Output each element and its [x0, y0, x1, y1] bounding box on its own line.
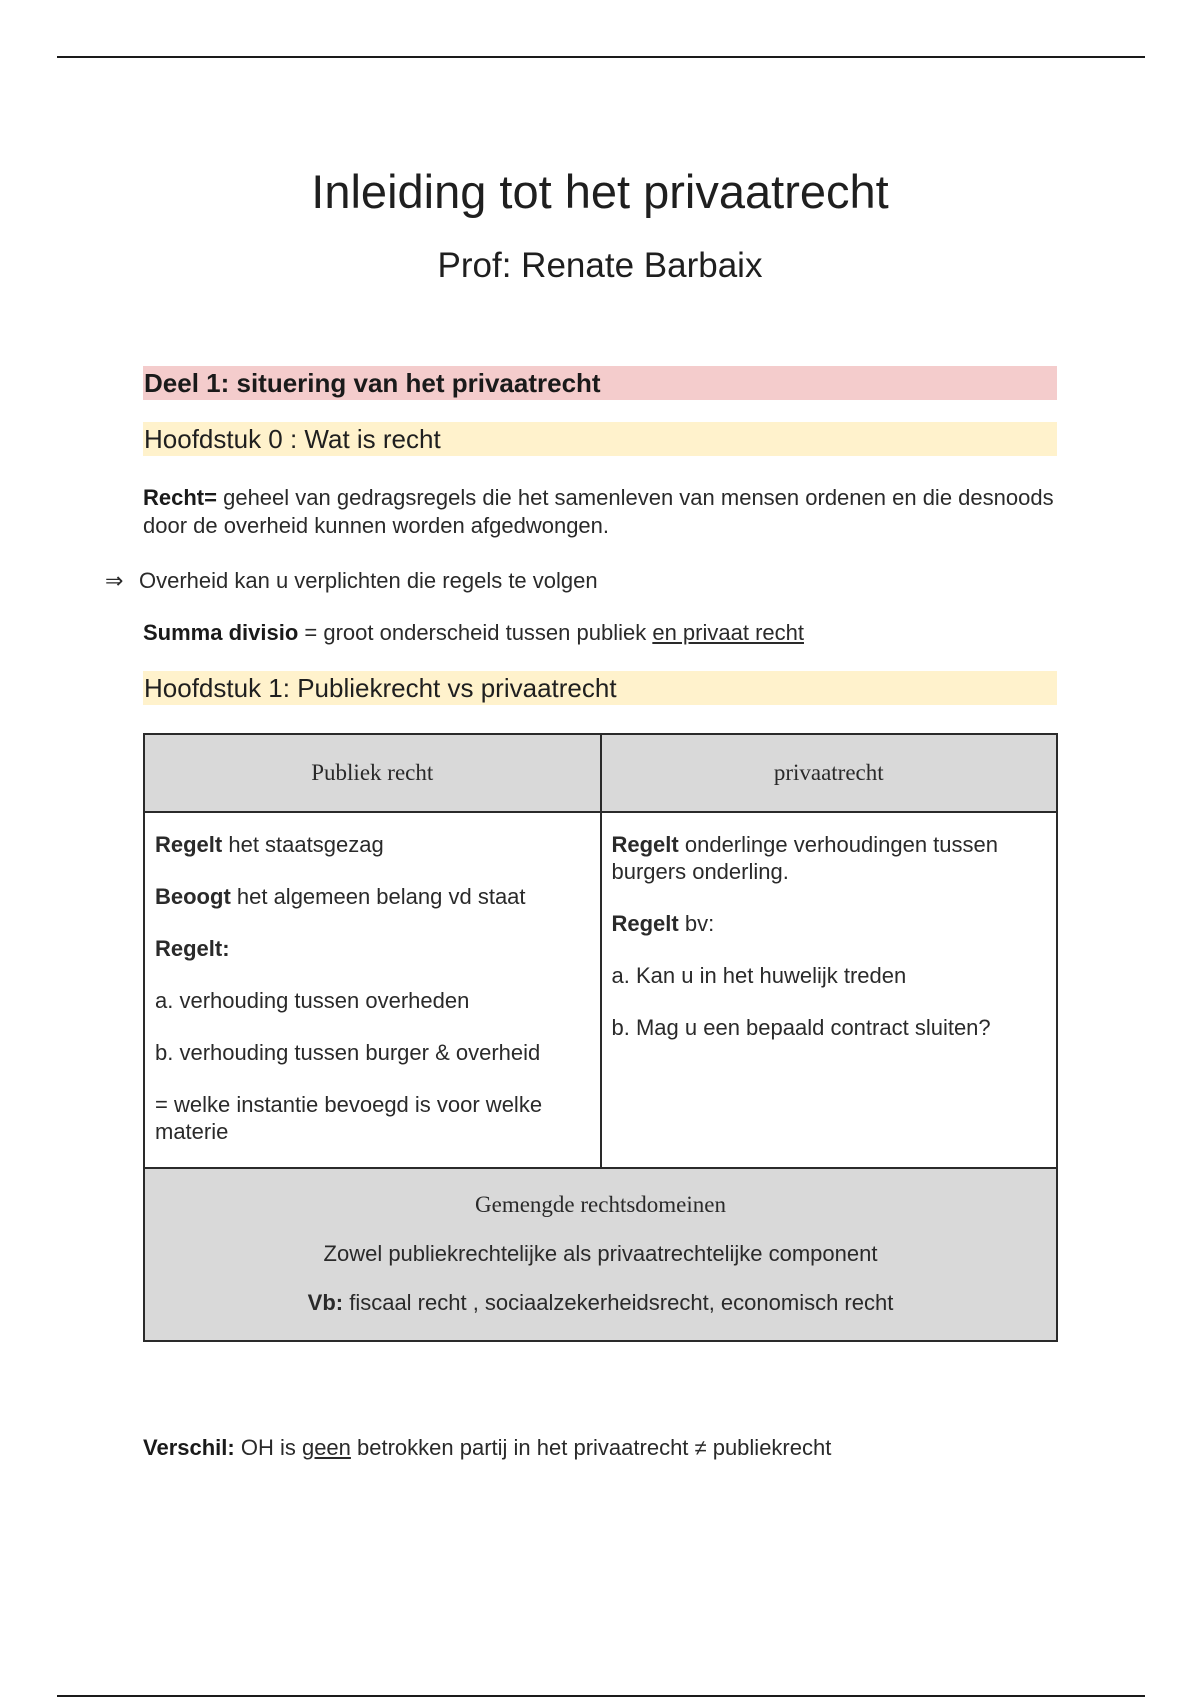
mixed-domains-cell: [144, 1168, 1057, 1341]
public-line: a. verhouding tussen overheden: [155, 988, 470, 1013]
part-heading: Deel 1: situering van het privaatrecht: [143, 366, 1057, 400]
top-rule: [57, 56, 1145, 58]
private-line-bold: Regelt: [611, 911, 679, 936]
private-line: a. Kan u in het huwelijk treden: [611, 963, 907, 988]
column-header-public: Publiek recht: [144, 734, 601, 812]
verschil-text-before: OH is: [234, 1435, 302, 1460]
summa-divisio-paragraph: [143, 619, 1063, 647]
summa-underlined: en privaat recht: [652, 620, 804, 645]
private-line-bold: Regelt: [611, 832, 679, 857]
summa-text: = groot onderscheid tussen publiek: [298, 620, 653, 645]
public-line: [155, 883, 590, 910]
verschil-paragraph: [143, 1434, 1063, 1462]
chapter-0-heading: Hoofdstuk 0 : Wat is recht: [143, 422, 1057, 456]
public-law-cell: [144, 812, 601, 1168]
private-line: b. Mag u een bepaald contract sluiten?: [611, 1015, 991, 1040]
bottom-rule: [57, 1695, 1145, 1697]
document-subtitle: Prof: Renate Barbaix: [437, 246, 763, 285]
public-line-bold: Regelt: [155, 832, 223, 857]
mixed-domains-line: Zowel publiekrechtelijke als privaatrechtelijke component: [323, 1241, 878, 1266]
public-line-text: het staatsgezag: [222, 832, 384, 857]
verschil-text-after: betrokken partij in het privaatrecht ≠ publiekrecht: [350, 1435, 832, 1460]
private-line-text: bv:: [678, 911, 715, 936]
private-line: [612, 910, 1047, 937]
private-line: [612, 831, 1047, 885]
example-text: fiscaal recht , sociaalzekerheidsrecht, economisch recht: [343, 1290, 894, 1315]
implies-arrow-icon: ⇒: [105, 568, 124, 593]
mixed-domains-example: [155, 1289, 1046, 1316]
public-line-bold: Regelt:: [155, 936, 230, 961]
document-title: Inleiding tot het privaatrecht: [311, 165, 889, 218]
public-line: b. verhouding tussen burger & overheid: [155, 1040, 541, 1065]
definition-text: geheel van gedragsregels die het samenleven van mensen ordenen en die desnoods door de overheid kunnen worden afgedwongen.: [143, 485, 1054, 538]
example-label: Vb:: [307, 1290, 344, 1315]
public-line: [155, 935, 590, 962]
arrow-paragraph: [105, 567, 1025, 595]
private-line-text: onderlinge verhoudingen tussen burgers onderling.: [611, 832, 998, 884]
definition-term: Recht=: [143, 485, 217, 510]
private-law-cell: [601, 812, 1058, 1168]
definition-paragraph: [143, 484, 1063, 540]
chapter-1-heading: Hoofdstuk 1: Publiekrecht vs privaatrecht: [143, 671, 1057, 705]
arrow-text: Overheid kan u verplichten die regels te volgen: [139, 568, 598, 593]
column-header-private: privaatrecht: [601, 734, 1058, 812]
public-line-bold: Beoogt: [155, 884, 231, 909]
mixed-domains-title: Gemengde rechtsdomeinen: [475, 1192, 726, 1217]
public-line-text: het algemeen belang vd staat: [230, 884, 526, 909]
verschil-underlined: geen: [301, 1435, 351, 1460]
summa-term: Summa divisio: [143, 620, 299, 645]
public-line: = welke instantie bevoegd is voor welke materie: [155, 1092, 543, 1144]
public-line: [155, 831, 590, 858]
comparison-table: [143, 733, 1058, 1342]
verschil-term: Verschil:: [143, 1435, 235, 1460]
